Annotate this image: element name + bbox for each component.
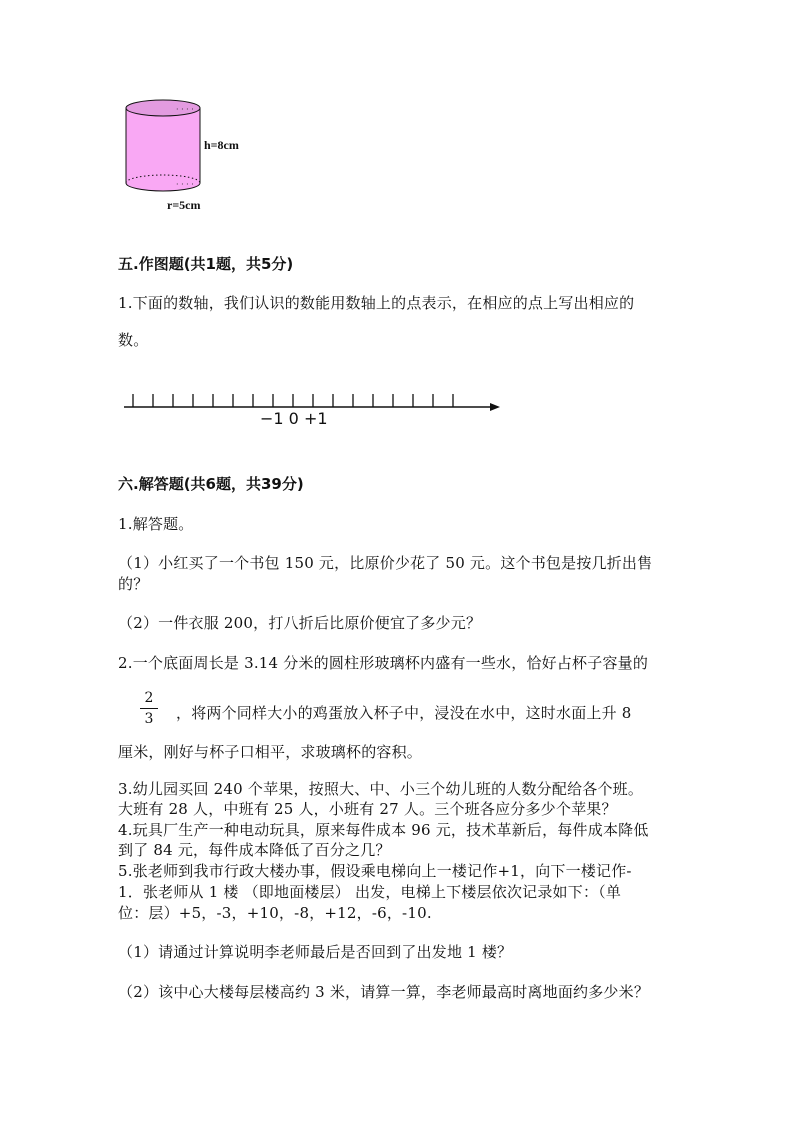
s6-q4-line1: 4.玩具厂生产一种电动玩具，原来每件成本 96 元，技术革新后，每件成本降低 xyxy=(118,821,649,839)
fraction-two-thirds xyxy=(140,690,158,727)
fraction-denominator: 3 xyxy=(144,711,154,727)
s6-q5-line1: 5.张老师到我市行政大楼办事，假设乘电梯向上一楼记作+1，向下一楼记作- xyxy=(118,862,632,880)
svg-text:· · · ·: · · · · xyxy=(176,180,194,189)
section5-heading: 五.作图题(共1题，共5分) xyxy=(118,255,294,273)
fraction-numerator: 2 xyxy=(144,690,154,706)
s5-q1-line2: 数。 xyxy=(118,331,149,349)
s6-q5-line2: 1．张老师从 1 楼 （即地面楼层） 出发，电梯上下楼层依次记录如下：（单 xyxy=(118,883,622,901)
radius-label: r=5cm xyxy=(167,198,201,212)
fraction-bar xyxy=(140,708,158,709)
s6-q5-sub1: （1）请通过计算说明李老师最后是否回到了出发地 1 楼？ xyxy=(118,943,513,961)
s6-q3-line2: 大班有 28 人，中班有 25 人，小班有 27 人。三个班各应分多少个苹果？ xyxy=(118,800,617,818)
s6-q5-line3: 位：层）+5，-3，+10，-8，+12，-6，-10. xyxy=(118,904,432,922)
section6-heading: 六.解答题(共6题，共39分) xyxy=(118,475,304,493)
cylinder-body xyxy=(126,108,200,191)
height-label: h=8cm xyxy=(204,138,239,152)
s6-q2-line2: ，将两个同样大小的鸡蛋放入杯子中，浸没在水中，这时水面上升 8 xyxy=(176,704,632,722)
s5-q1-line1: 1.下面的数轴，我们认识的数能用数轴上的点表示，在相应的点上写出相应的 xyxy=(118,294,635,312)
s6-q2-line3: 厘米，刚好与杯子口相平，求玻璃杯的容积。 xyxy=(118,743,423,761)
number-line-labels: −1 0 +1 xyxy=(260,409,328,428)
s6-q3-line1: 3.幼儿园买回 240 个苹果，按照大、中、小三个幼儿班的人数分配给各个班。 xyxy=(118,780,644,798)
s6-q1-sub2: （2）一件衣服 200，打八折后比原价便宜了多少元？ xyxy=(118,614,482,632)
s6-q4-line2: 到了 84 元，每件成本降低了百分之几？ xyxy=(118,841,391,859)
s6-q2-line1: 2.一个底面周长是 3.14 分米的圆柱形玻璃杯内盛有一些水，恰好占杯子容量的 xyxy=(118,654,649,672)
s6-q1-title: 1.解答题。 xyxy=(118,515,194,533)
svg-text:· · · ·: · · · · xyxy=(176,105,194,114)
s6-q5-sub2: （2）该中心大楼每层楼高约 3 米，请算一算，李老师最高时离地面约多少米？ xyxy=(118,983,650,1001)
s6-q1-sub1-line2: 的？ xyxy=(118,575,149,593)
s6-q1-sub1-line1: （1）小红买了一个书包 150 元，比原价少花了 50 元。这个书包是按几折出售 xyxy=(118,554,653,572)
